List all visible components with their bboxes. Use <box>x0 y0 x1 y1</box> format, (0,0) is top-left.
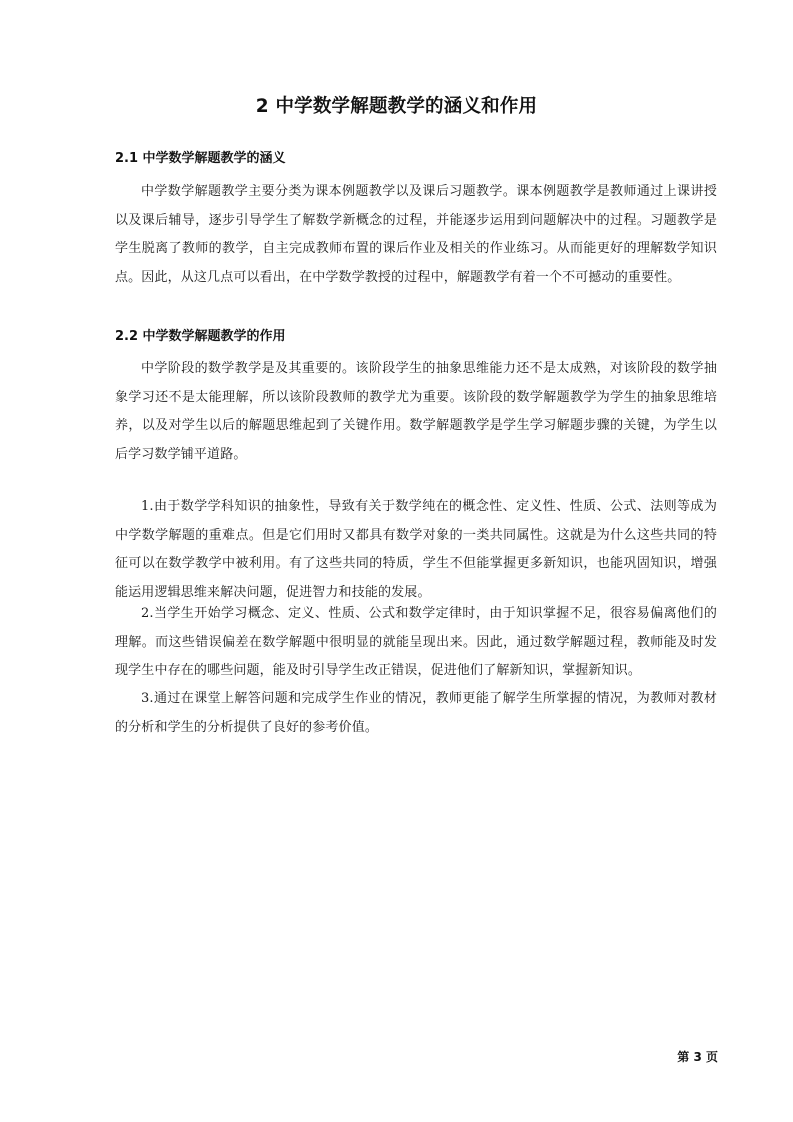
section-heading-2-2: 2.2 中学数学解题教学的作用 <box>115 329 286 344</box>
section-heading-2-1: 2.1 中学数学解题教学的涵义 <box>115 151 286 166</box>
section-2-2-paragraph-point-1: 1.由于数学学科知识的抽象性，导致有关于数学纯在的概念性、定义性、性质、公式、法则等成为中学数学解题的重难点。但是它们用时又都具有数学对象的一类共同属性。这就是为什么这些共同的特征可以在数学教学中被利用。有了这些共同的特质，学生不但能掌握更多新知识，也能巩固知识，增强能运用逻辑思维来解决问题，促进智力和技能的发展。 <box>115 499 717 600</box>
section-2-2-paragraph-intro: 中学阶段的数学教学是及其重要的。该阶段学生的抽象思维能力还不是太成熟，对该阶段的数学抽象学习还不是太能理解，所以该阶段教师的教学尤为重要。该阶段的数学解题教学为学生的抽象思维培养，以及对学生以后的解题思维起到了关键作用。数学解题教学是学生学习解题步骤的关键，为学生以后学习数学铺平道路。 <box>115 361 717 462</box>
section-2-2-paragraph-point-2: 2.当学生开始学习概念、定义、性质、公式和数学定律时，由于知识掌握不足，很容易偏离他们的理解。而这些错误偏差在数学解题中很明显的就能呈现出来。因此，通过数学解题过程，教师能及时发现学生中存在的哪些问题，能及时引导学生改正错误，促进他们了解新知识，掌握新知识。 <box>115 606 717 679</box>
section-2-1-paragraph: 中学数学解题教学主要分类为课本例题教学以及课后习题教学。课本例题教学是教师通过上课讲授以及课后辅导，逐步引导学生了解数学新概念的过程，并能逐步运用到问题解决中的过程。习题教学是学生脱离了教师的教学，自主完成教师布置的课后作业及相关的作业练习。从而能更好的理解数学知识点。因此，从这几点可以看出，在中学数学教授的过程中，解题教学有着一个不可撼动的重要性。 <box>115 184 717 285</box>
page-number: 第 3 页 <box>677 1050 718 1064</box>
chapter-title: 2 中学数学解题教学的涵义和作用 <box>255 96 538 117</box>
section-2-2-paragraph-point-3: 3.通过在课堂上解答问题和完成学生作业的情况，教师更能了解学生所掌握的情况，为教师对教材的分析和学生的分析提供了良好的参考价值。 <box>115 691 717 735</box>
